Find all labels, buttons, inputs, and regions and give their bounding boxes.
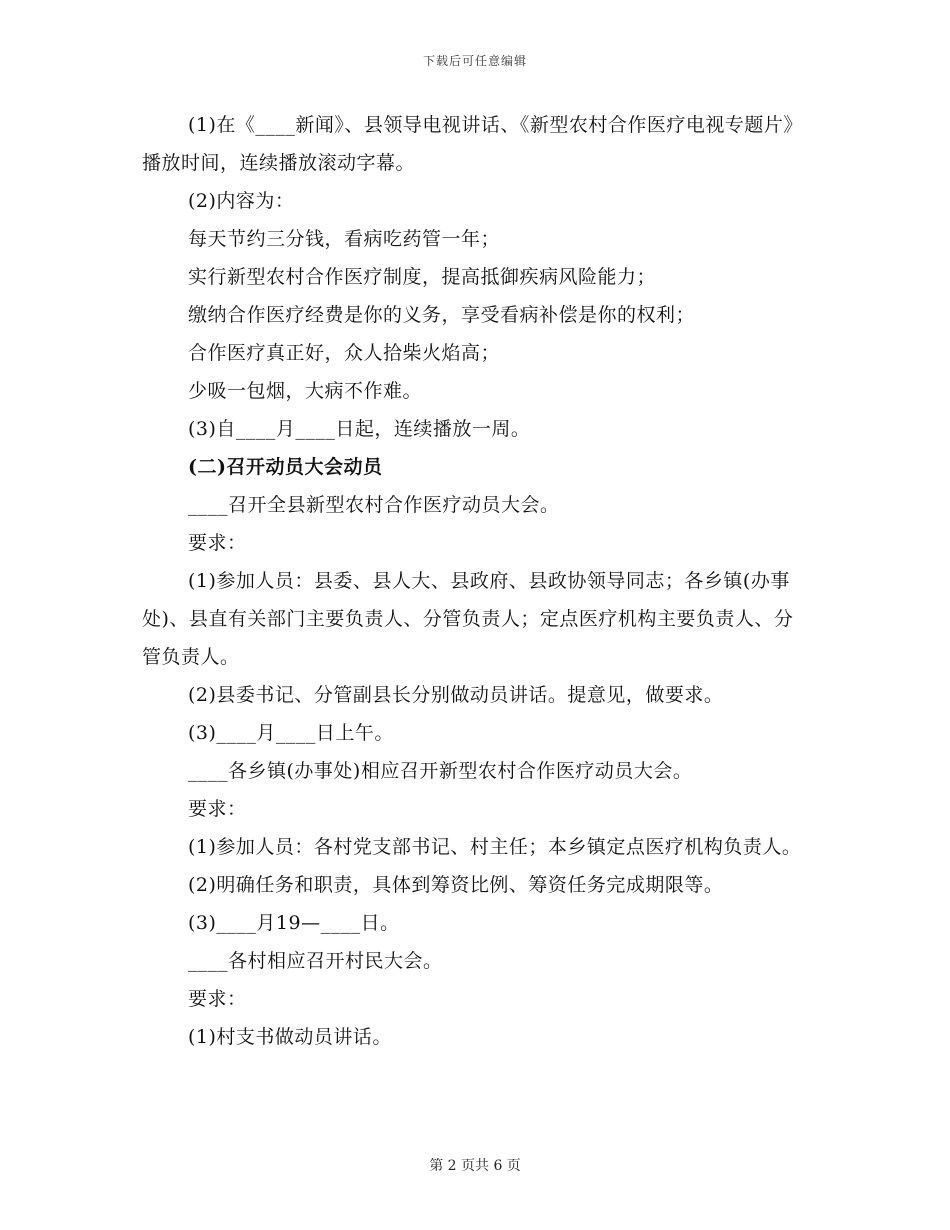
paragraph: 要求： — [188, 798, 247, 820]
paragraph: 要求： — [188, 988, 247, 1010]
paragraph: 要求： — [188, 532, 247, 554]
paragraph: ____各乡镇(办事处)相应召开新型农村合作医疗动员大会。 — [188, 760, 693, 782]
paragraph: ____召开全县新型农村合作医疗动员大会。 — [188, 494, 560, 516]
paragraph: 缴纳合作医疗经费是你的义务，享受看病补偿是你的权利； — [188, 304, 696, 326]
paragraph: ____各村相应召开村民大会。 — [188, 950, 443, 972]
paragraph: 实行新型农村合作医疗制度，提高抵御疾病风险能力； — [188, 266, 657, 288]
paragraph: (3)____月19—____日。 — [188, 912, 400, 934]
page-number: 第 2 页共 6 页 — [429, 1158, 521, 1174]
paragraph: (3)____月____日上午。 — [188, 722, 394, 744]
paragraph: 每天节约三分钱，看病吃药管一年； — [188, 228, 501, 250]
paragraph: 少吸一包烟，大病不作难。 — [188, 380, 423, 402]
paragraph: (3)自____月____日起，连续播放一周。 — [188, 418, 531, 440]
paragraph: 合作医疗真正好，众人拾柴火焰高； — [188, 342, 501, 364]
paragraph: (1)村支书做动员讲话。 — [188, 1026, 392, 1048]
document-body — [142, 106, 810, 1056]
paragraph: (2)县委书记、分管副县长分别做动员讲话。提意见，做要求。 — [188, 684, 724, 706]
page-header: 下载后可任意编辑 — [422, 54, 527, 68]
paragraph: (1)在《____新闻》、县领导电视讲话、《新型农村合作医疗电视专题片》播放时间，连续播放滚动字幕。 — [142, 114, 803, 174]
section-heading: (二)召开动员大会动员 — [188, 456, 383, 478]
paragraph: (1)参加人员：各村党支部书记、村主任；本乡镇定点医疗机构负责人。 — [188, 836, 802, 858]
paragraph: (2)内容为： — [188, 190, 295, 212]
paragraph: (1)参加人员：县委、县人大、县政府、县政协领导同志；各乡镇(办事处)、县直有关部门主要负责人、分管负责人；定点医疗机构主要负责人、分管负责人。 — [142, 570, 794, 668]
paragraph: (2)明确任务和职责，具体到筹资比例、筹资任务完成期限等。 — [188, 874, 724, 896]
